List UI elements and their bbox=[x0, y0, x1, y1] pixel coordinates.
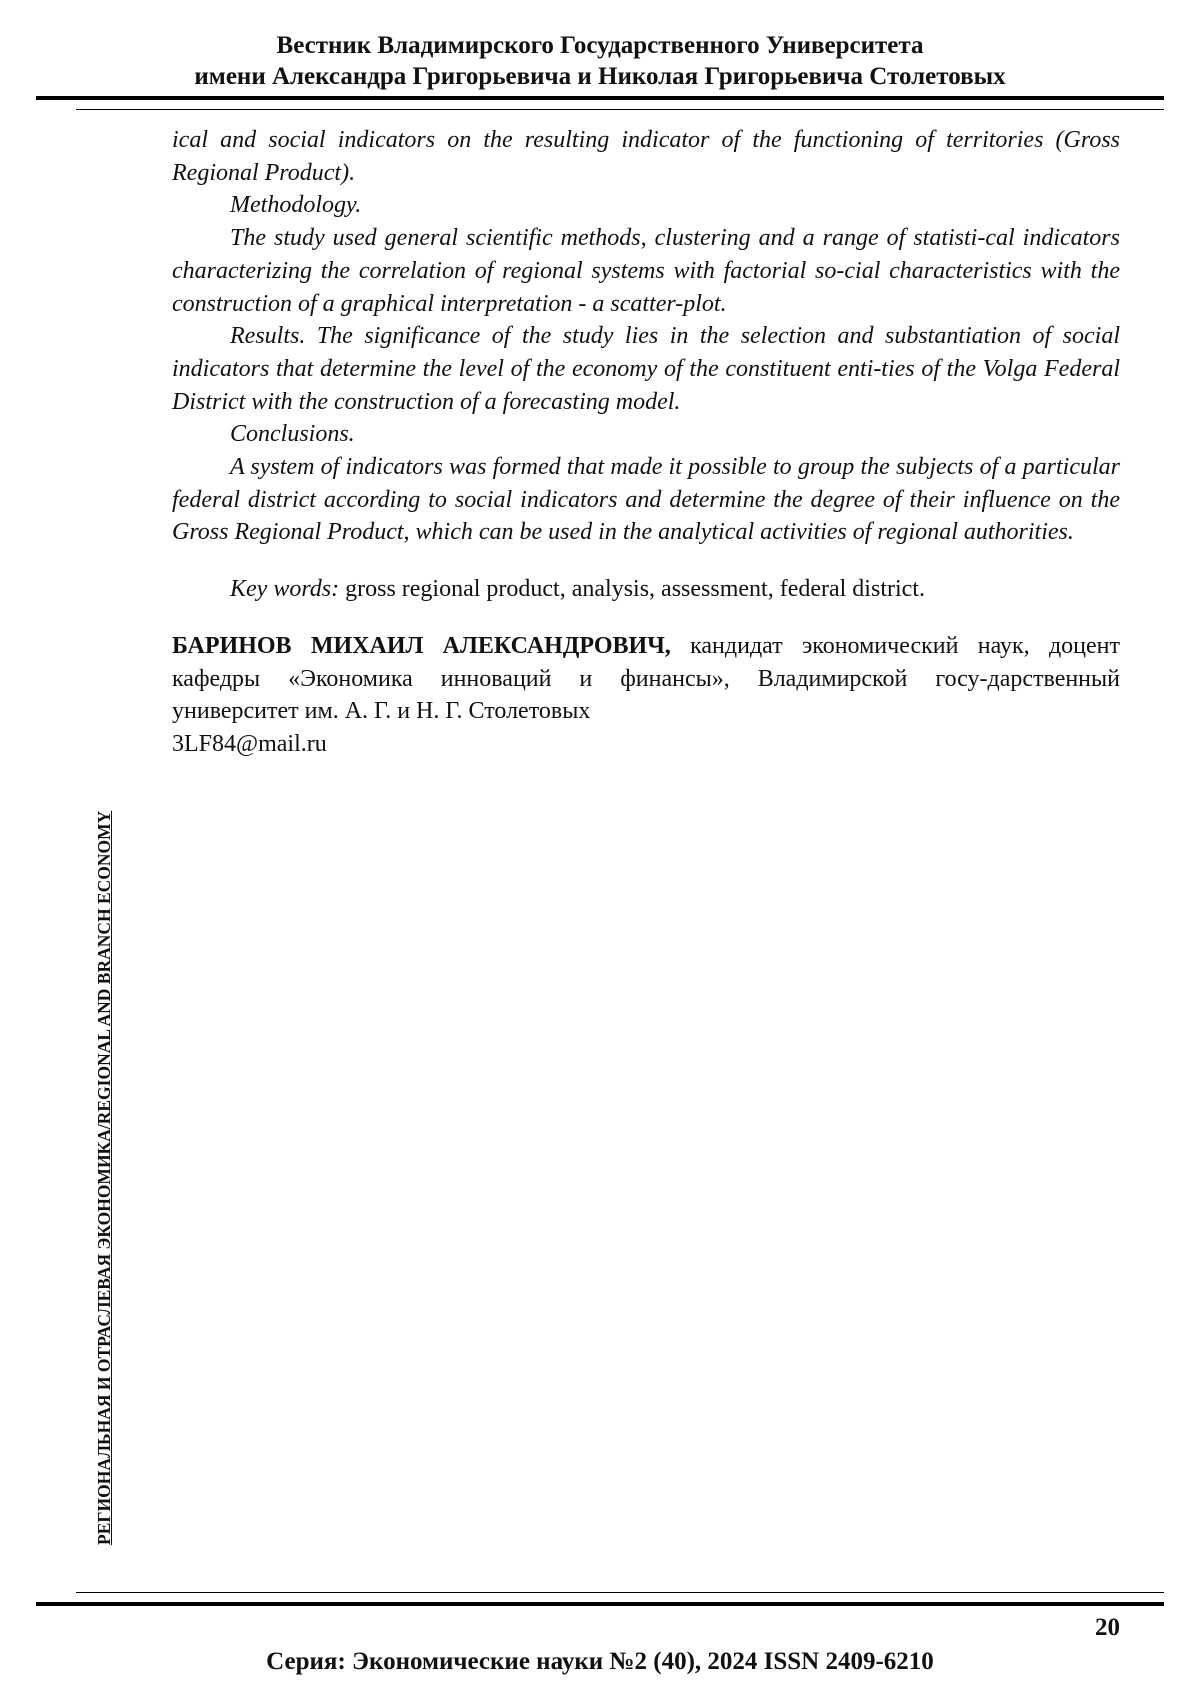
page-number: 20 bbox=[1095, 1614, 1120, 1642]
keywords-label: Key words: bbox=[230, 576, 339, 602]
series-footer: Серия: Экономические науки №2 (40), 2024 ISSN 2409-6210 bbox=[0, 1648, 1200, 1676]
journal-title-line-1: Вестник Владимирского Государственного Университета bbox=[0, 30, 1200, 61]
author-details: кандидат экономический наук, доцент кафедры «Экономика инноваций и финансы», Владимирской госу-дарственный университет им. А. Г. и Н. Г. Столетовых bbox=[172, 633, 1120, 724]
article-body bbox=[172, 124, 1120, 761]
journal-header bbox=[0, 30, 1200, 92]
abstract-continuation: ical and social indicators on the resulting indicator of the functioning of territories (Gross Regional Product). bbox=[172, 124, 1120, 189]
footer-rule-thick bbox=[36, 1602, 1164, 1606]
author-email: 3LF84@mail.ru bbox=[172, 728, 1120, 761]
conclusions-text: A system of indicators was formed that made it possible to group the subjects of a particular federal district according to social indicators and determine the degree of their influence on the Gross Regional Product, which can be used in the analytical activities of regional authorities. bbox=[172, 451, 1120, 549]
header-rule-thick bbox=[36, 96, 1164, 100]
author-info bbox=[172, 630, 1120, 728]
section-side-label: РЕГИОНАЛЬНАЯ И ОТРАСЛЕВАЯ ЭКОНОМИКА/REGIONAL AND BRANCH ECONOMY bbox=[94, 811, 115, 1545]
author-name: БАРИНОВ МИХАИЛ АЛЕКСАНДРОВИЧ, bbox=[172, 633, 671, 659]
conclusions-heading: Conclusions. bbox=[172, 418, 1120, 451]
methodology-text: The study used general scientific methods, clustering and a range of statisti-cal indicators characterizing the correlation of regional systems with factorial so-cial characteristics with the construction of a graphical interpretation - a scatter-plot. bbox=[172, 222, 1120, 320]
keywords bbox=[172, 573, 1120, 606]
header-rule-thin bbox=[76, 109, 1164, 110]
journal-title-line-2: имени Александра Григорьевича и Николая Григорьевича Столетовых bbox=[0, 61, 1200, 92]
keywords-text: gross regional product, analysis, assessment, federal district. bbox=[339, 576, 925, 602]
footer-rule-thin bbox=[76, 1592, 1164, 1593]
results-text: Results. The significance of the study lies in the selection and substantiation of social indicators that determine the level of the economy of the constituent enti-ties of the Volga Federal District with the construction of a forecasting model. bbox=[172, 320, 1120, 418]
methodology-heading: Methodology. bbox=[172, 189, 1120, 222]
